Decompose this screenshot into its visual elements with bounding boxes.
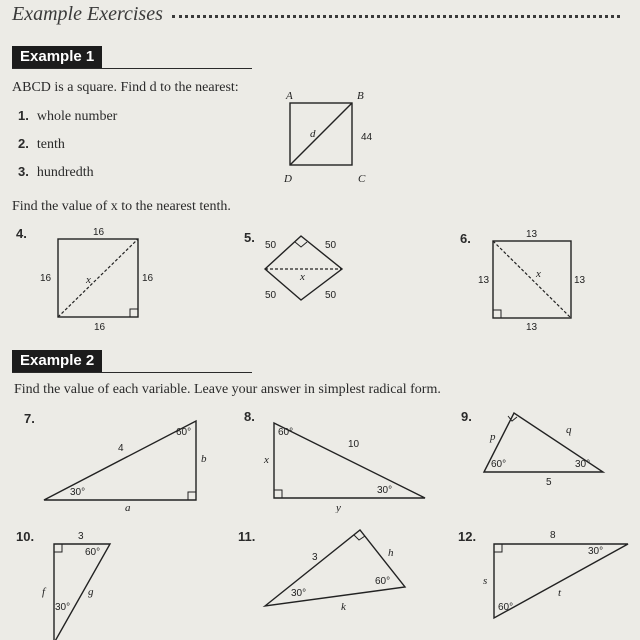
angle-label-left: 60° — [491, 459, 507, 470]
diagonal-label: d — [310, 128, 316, 140]
side-label-top: 16 — [93, 227, 105, 238]
section-2-prompt: Find the value of x to the nearest tenth. — [12, 199, 231, 214]
problem-7-number: 7. — [24, 411, 35, 426]
square-diagonal — [290, 103, 352, 165]
vertical-leg-label: f — [42, 586, 46, 598]
example-1-item-3 — [18, 164, 94, 181]
item-number: 2. — [18, 136, 29, 151]
right-angle-mark — [493, 310, 501, 318]
header-dotted-rule — [172, 15, 620, 18]
vertex-a-label: A — [286, 90, 293, 102]
side-label-top: 13 — [526, 229, 538, 240]
example-1-item-1 — [18, 108, 117, 125]
triangle-outline — [265, 530, 405, 606]
right-angle-mark — [130, 309, 138, 317]
short-leg-label: p — [490, 431, 496, 443]
problem-9-figure — [478, 405, 628, 495]
problem-12-number: 12. — [458, 529, 477, 544]
side-label-left: 16 — [40, 273, 52, 284]
vertical-leg-label: b — [201, 453, 207, 465]
problem-4-number: 4. — [16, 226, 27, 241]
angle-label-left: 30° — [291, 588, 307, 599]
right-angle-mark — [274, 490, 282, 498]
vertical-leg-label: s — [483, 575, 488, 587]
example-2-prompt: Find the value of each variable. Leave your answer in simplest radical form. — [14, 382, 441, 397]
side-label-right: 16 — [142, 273, 154, 284]
side-label-bottom-left: 50 — [265, 290, 277, 301]
hypotenuse-label: t — [558, 587, 562, 599]
angle-label-top: 60° — [278, 427, 294, 438]
hypotenuse-label: 4 — [118, 443, 124, 454]
problem-8-figure — [260, 413, 440, 513]
problem-6-number: 6. — [460, 231, 471, 246]
angle-label-bottom: 60° — [498, 602, 514, 613]
problem-6-figure — [474, 225, 594, 335]
example-2-badge: Example 2 — [12, 350, 102, 372]
diagonal-variable-label: x — [300, 271, 305, 283]
top-leg-label: 3 — [78, 531, 84, 542]
angle-label-top: 60° — [176, 427, 192, 438]
right-angle-mark — [54, 544, 62, 552]
triangle-outline — [44, 421, 196, 500]
problem-11-number: 11. — [238, 529, 256, 544]
base-leg-label: a — [125, 502, 131, 514]
angle-label-right: 30° — [377, 485, 393, 496]
side-label-bottom: 16 — [94, 322, 106, 333]
vertex-d-label: D — [284, 173, 292, 185]
problem-10-figure — [38, 525, 128, 640]
example-1-prompt: ABCD is a square. Find d to the nearest: — [12, 80, 239, 95]
problem-4-figure — [32, 225, 162, 335]
angle-label-bottom: 30° — [55, 602, 71, 613]
page-title: Example Exercises — [12, 3, 163, 25]
problem-5-number: 5. — [244, 230, 255, 245]
example-1-rule — [12, 68, 252, 69]
top-leg-label: 8 — [550, 530, 556, 541]
angle-label-left: 30° — [70, 487, 86, 498]
triangle-outline — [494, 544, 628, 618]
item-text: tenth — [36, 137, 65, 152]
square-abcd-figure — [280, 86, 390, 186]
example-2-rule — [12, 372, 252, 373]
right-angle-mark — [354, 535, 365, 540]
base-label: 5 — [546, 477, 552, 488]
side-label-left: 13 — [478, 275, 490, 286]
long-leg-label: q — [566, 424, 572, 436]
diagonal-variable-label: x — [86, 274, 91, 286]
side-label-bottom-right: 50 — [325, 290, 337, 301]
hypotenuse-label: 10 — [348, 439, 360, 450]
problem-7-figure — [40, 415, 220, 515]
item-text: hundredth — [36, 165, 94, 180]
example-1-badge: Example 1 — [12, 46, 102, 68]
dashed-diagonal — [493, 241, 571, 318]
right-angle-mark — [295, 242, 307, 247]
problem-12-figure — [478, 524, 638, 624]
side-label-bottom: 13 — [526, 322, 538, 333]
angle-label-top: 30° — [588, 546, 604, 557]
diagonal-variable-label: x — [536, 268, 541, 280]
angle-label-right: 60° — [375, 576, 391, 587]
problem-5-figure — [255, 228, 365, 308]
side-length-label: 44 — [361, 132, 373, 143]
right-angle-mark — [494, 544, 502, 552]
hypotenuse-label: k — [341, 601, 346, 613]
problem-11-figure — [258, 524, 418, 614]
vertex-c-label: C — [358, 173, 366, 185]
side-label-top-right: 50 — [325, 240, 337, 251]
base-leg-label: y — [336, 502, 341, 513]
vertical-leg-label: x — [264, 454, 269, 466]
side-label-right: 13 — [574, 275, 586, 286]
vertex-b-label: B — [357, 90, 364, 102]
triangle-outline — [54, 544, 110, 640]
long-leg-label: h — [388, 547, 394, 559]
angle-label-right: 30° — [575, 459, 591, 470]
problem-10-number: 10. — [16, 529, 35, 544]
angle-label-top: 60° — [85, 547, 101, 558]
short-leg-label: 3 — [312, 552, 318, 563]
dashed-diagonal — [58, 239, 138, 317]
right-angle-mark — [188, 492, 196, 500]
item-number: 1. — [18, 108, 29, 123]
example-1-item-2 — [18, 136, 65, 153]
problem-8-number: 8. — [244, 409, 255, 424]
triangle-outline — [274, 423, 425, 498]
side-label-top-left: 50 — [265, 240, 277, 251]
hypotenuse-label: g — [88, 586, 94, 598]
item-number: 3. — [18, 164, 29, 179]
problem-9-number: 9. — [461, 409, 472, 424]
item-text: whole number — [36, 109, 118, 124]
